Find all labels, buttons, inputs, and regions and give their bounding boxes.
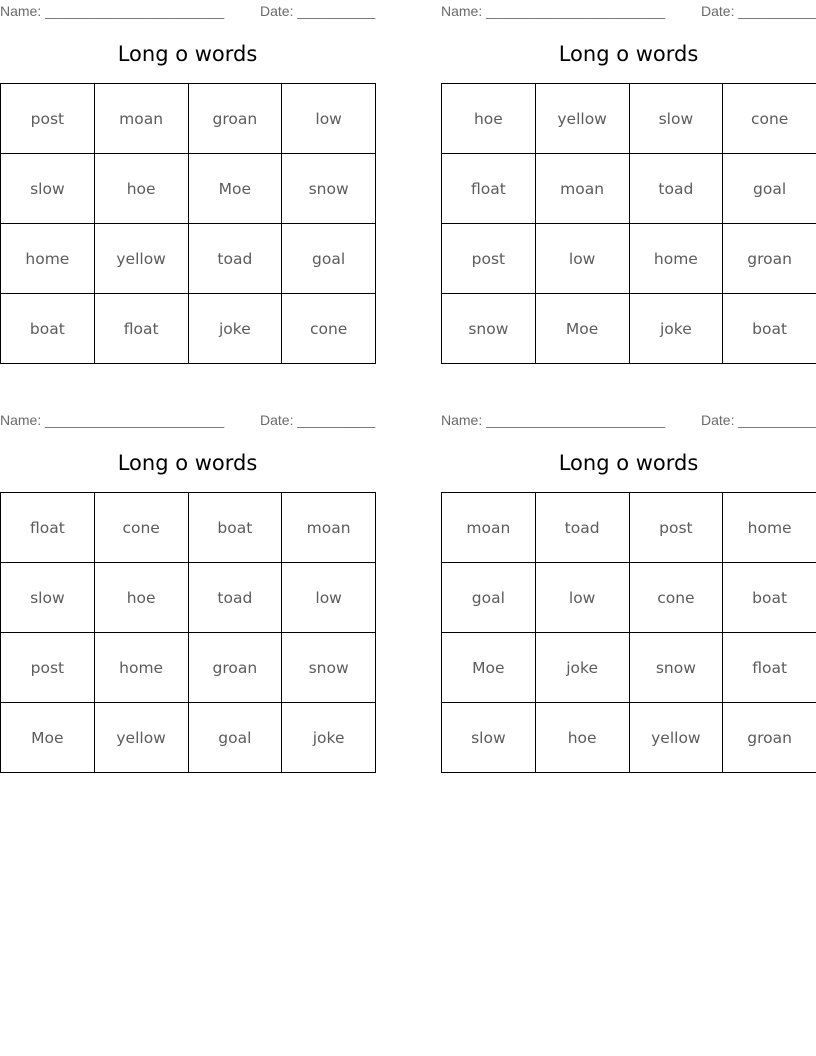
grid-cell: cone bbox=[282, 294, 376, 364]
grid-cell: moan bbox=[94, 84, 188, 154]
bingo-card-4 bbox=[441, 409, 816, 784]
grid-cell: goal bbox=[188, 703, 282, 773]
card-title: Long o words bbox=[558, 42, 699, 66]
grid-cell: yellow bbox=[94, 224, 188, 294]
grid-cell: hoe bbox=[94, 154, 188, 224]
grid-cell: cone bbox=[723, 84, 816, 154]
grid-row bbox=[1, 84, 376, 154]
grid-cell: slow bbox=[629, 84, 723, 154]
grid-cell: float bbox=[723, 633, 816, 703]
grid-cell: hoe bbox=[94, 563, 188, 633]
grid-cell: post bbox=[1, 84, 95, 154]
grid-row bbox=[1, 493, 376, 563]
grid-cell: cone bbox=[629, 563, 723, 633]
grid-row bbox=[1, 154, 376, 224]
bingo-card-2 bbox=[441, 0, 816, 375]
bingo-card-1 bbox=[0, 0, 375, 375]
word-grid bbox=[0, 492, 376, 773]
grid-cell: joke bbox=[535, 633, 629, 703]
grid-cell: cone bbox=[94, 493, 188, 563]
grid-cell: slow bbox=[442, 703, 536, 773]
grid-row bbox=[442, 703, 816, 773]
card-title: Long o words bbox=[117, 42, 258, 66]
grid-cell: yellow bbox=[535, 84, 629, 154]
grid-cell: groan bbox=[723, 224, 816, 294]
grid-cell: float bbox=[1, 493, 95, 563]
grid-cell: joke bbox=[282, 703, 376, 773]
grid-cell: post bbox=[442, 224, 536, 294]
grid-row bbox=[1, 224, 376, 294]
grid-cell: snow bbox=[629, 633, 723, 703]
date-field-label: Date: __________ bbox=[701, 3, 816, 19]
grid-cell: home bbox=[723, 493, 816, 563]
word-grid bbox=[441, 492, 816, 773]
grid-cell: Moe bbox=[535, 294, 629, 364]
grid-cell: toad bbox=[188, 563, 282, 633]
grid-row bbox=[442, 84, 816, 154]
card-title: Long o words bbox=[117, 451, 258, 475]
grid-row bbox=[1, 703, 376, 773]
grid-cell: low bbox=[535, 563, 629, 633]
grid-cell: groan bbox=[188, 84, 282, 154]
grid-cell: groan bbox=[723, 703, 816, 773]
grid-cell: toad bbox=[535, 493, 629, 563]
grid-cell: home bbox=[94, 633, 188, 703]
grid-cell: goal bbox=[282, 224, 376, 294]
grid-cell: slow bbox=[1, 563, 95, 633]
grid-row bbox=[442, 563, 816, 633]
grid-cell: float bbox=[442, 154, 536, 224]
grid-cell: yellow bbox=[94, 703, 188, 773]
grid-row bbox=[442, 493, 816, 563]
grid-row bbox=[442, 224, 816, 294]
grid-cell: moan bbox=[535, 154, 629, 224]
grid-cell: low bbox=[535, 224, 629, 294]
grid-cell: Moe bbox=[188, 154, 282, 224]
grid-row bbox=[1, 563, 376, 633]
grid-cell: home bbox=[629, 224, 723, 294]
grid-cell: Moe bbox=[442, 633, 536, 703]
date-field-label: Date: __________ bbox=[701, 412, 816, 428]
grid-cell: snow bbox=[282, 154, 376, 224]
grid-row bbox=[442, 154, 816, 224]
date-field-label: Date: __________ bbox=[260, 412, 376, 428]
grid-cell: groan bbox=[188, 633, 282, 703]
word-grid bbox=[441, 83, 816, 364]
grid-cell: snow bbox=[442, 294, 536, 364]
grid-cell: boat bbox=[723, 294, 816, 364]
grid-cell: low bbox=[282, 563, 376, 633]
grid-cell: goal bbox=[723, 154, 816, 224]
word-grid bbox=[0, 83, 376, 364]
grid-row bbox=[1, 294, 376, 364]
grid-row bbox=[442, 294, 816, 364]
grid-cell: moan bbox=[442, 493, 536, 563]
grid-cell: moan bbox=[282, 493, 376, 563]
grid-cell: slow bbox=[1, 154, 95, 224]
grid-cell: boat bbox=[723, 563, 816, 633]
card-title: Long o words bbox=[558, 451, 699, 475]
grid-cell: post bbox=[629, 493, 723, 563]
grid-cell: goal bbox=[442, 563, 536, 633]
grid-cell: toad bbox=[629, 154, 723, 224]
name-field-label: Name: _______________________ bbox=[441, 3, 666, 19]
grid-cell: snow bbox=[282, 633, 376, 703]
grid-cell: low bbox=[282, 84, 376, 154]
name-field-label: Name: _______________________ bbox=[0, 3, 225, 19]
grid-cell: hoe bbox=[442, 84, 536, 154]
grid-cell: joke bbox=[629, 294, 723, 364]
name-field-label: Name: _______________________ bbox=[0, 412, 225, 428]
grid-cell: Moe bbox=[1, 703, 95, 773]
name-field-label: Name: _______________________ bbox=[441, 412, 666, 428]
grid-cell: post bbox=[1, 633, 95, 703]
bingo-card-3 bbox=[0, 409, 375, 784]
grid-cell: boat bbox=[188, 493, 282, 563]
grid-cell: yellow bbox=[629, 703, 723, 773]
grid-row bbox=[1, 633, 376, 703]
grid-cell: home bbox=[1, 224, 95, 294]
grid-cell: hoe bbox=[535, 703, 629, 773]
grid-cell: boat bbox=[1, 294, 95, 364]
date-field-label: Date: __________ bbox=[260, 3, 376, 19]
grid-cell: float bbox=[94, 294, 188, 364]
grid-cell: joke bbox=[188, 294, 282, 364]
grid-cell: toad bbox=[188, 224, 282, 294]
grid-row bbox=[442, 633, 816, 703]
